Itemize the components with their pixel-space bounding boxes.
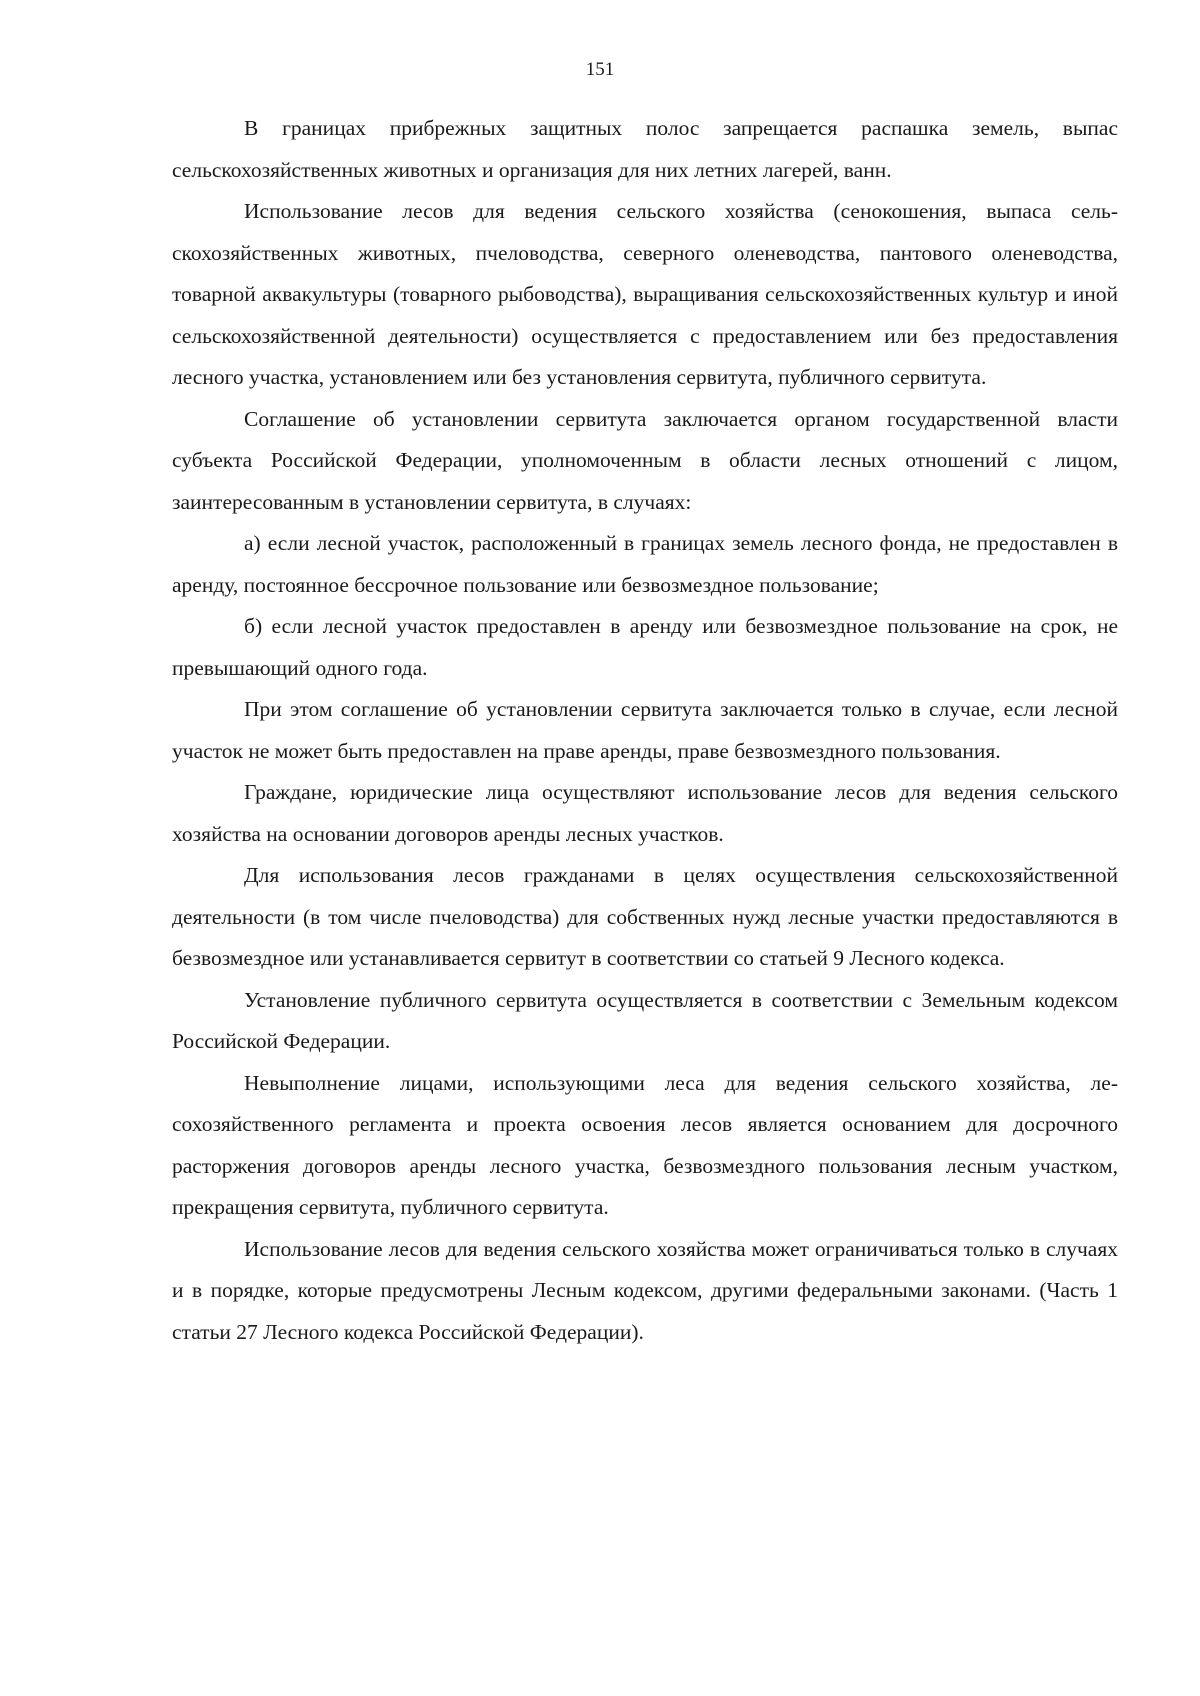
paragraph-coastal-strips: В границах прибрежных защитных полос запрещается распашка земель, выпас сельскохозяйственных животных и организация для них летних лагерей, ванн. bbox=[172, 116, 1118, 182]
paragraph-public-servitude: Установление публичного сервитута осуществляется в соответствии с Земельным кодексом Российской Федерации. bbox=[172, 987, 1118, 1053]
paragraph-restrictions: Использование лесов для ведения сельского хозяйства может ограничиваться только в случаях и в порядке, которые предусмотрены Лесным кодексом, другими федеральными законами. (Часть 1 статьи 27 Лесного кодекса Российской Федерации). bbox=[172, 1236, 1118, 1344]
paragraph-non-compliance: Невыполнение лицами, использующими леса для ведения сельского хозяйства, лесохозяйственного регламента и проекта освоения лесов является основанием для досрочного расторжения договоров аренды лесного участка, безвозмездного пользования лесным участком, прекращения сервитута, публичного сервитута. bbox=[172, 1070, 1118, 1219]
paragraph-servitude-condition: При этом соглашение об установлении сервитута заключается только в случае, если лесной участок не может быть предоставлен на праве аренды, праве безвозмездного пользования. bbox=[172, 697, 1118, 763]
paragraph-forest-use-agriculture: Использование лесов для ведения сельского хозяйства (сенокошения, выпаса сельскохозяйственных животных, пчеловодства, северного оленеводства, пантового оленеводства, товарной аквакультуры (товарного рыбоводства), выращивания сельскохозяйственных культур и иной сельскохозяйственной деятельности) осуществляется с предоставлением или без предоставления лесного участка, установлением или без установления сервитута, публичного сервитута. bbox=[172, 199, 1118, 389]
paragraph-own-needs: Для использования лесов гражданами в целях осуществления сельскохозяйственной деятельности (в том числе пчеловодства) для собственных нужд лесные участки предоставляются в безвозмездное или устанавливается сервитут в соответствии со статьей 9 Лесного кодекса. bbox=[172, 863, 1118, 970]
paragraph-servitude-agreement: Соглашение об установлении сервитута заключается органом государственной власти субъекта Российской Федерации, уполномоченным в области лесных отношений с лицом, заинтересованным в установлении сервитута, в случаях: bbox=[172, 406, 1118, 514]
paragraph-citizens-legal-entities: Граждане, юридические лица осуществляют использование лесов для ведения сельского хозяйства на основании договоров аренды лесных участков. bbox=[172, 780, 1118, 846]
list-item-a: а) если лесной участок, расположенный в границах земель лесного фонда, не предоставлен в аренду, постоянное бессрочное пользование или безвозмездное пользование; bbox=[172, 531, 1118, 597]
document-body bbox=[172, 108, 1118, 1353]
page-number: 151 bbox=[585, 59, 615, 80]
list-item-b: б) если лесной участок предоставлен в аренду или безвозмездное пользование на срок, не превышающий одного года. bbox=[172, 614, 1118, 680]
